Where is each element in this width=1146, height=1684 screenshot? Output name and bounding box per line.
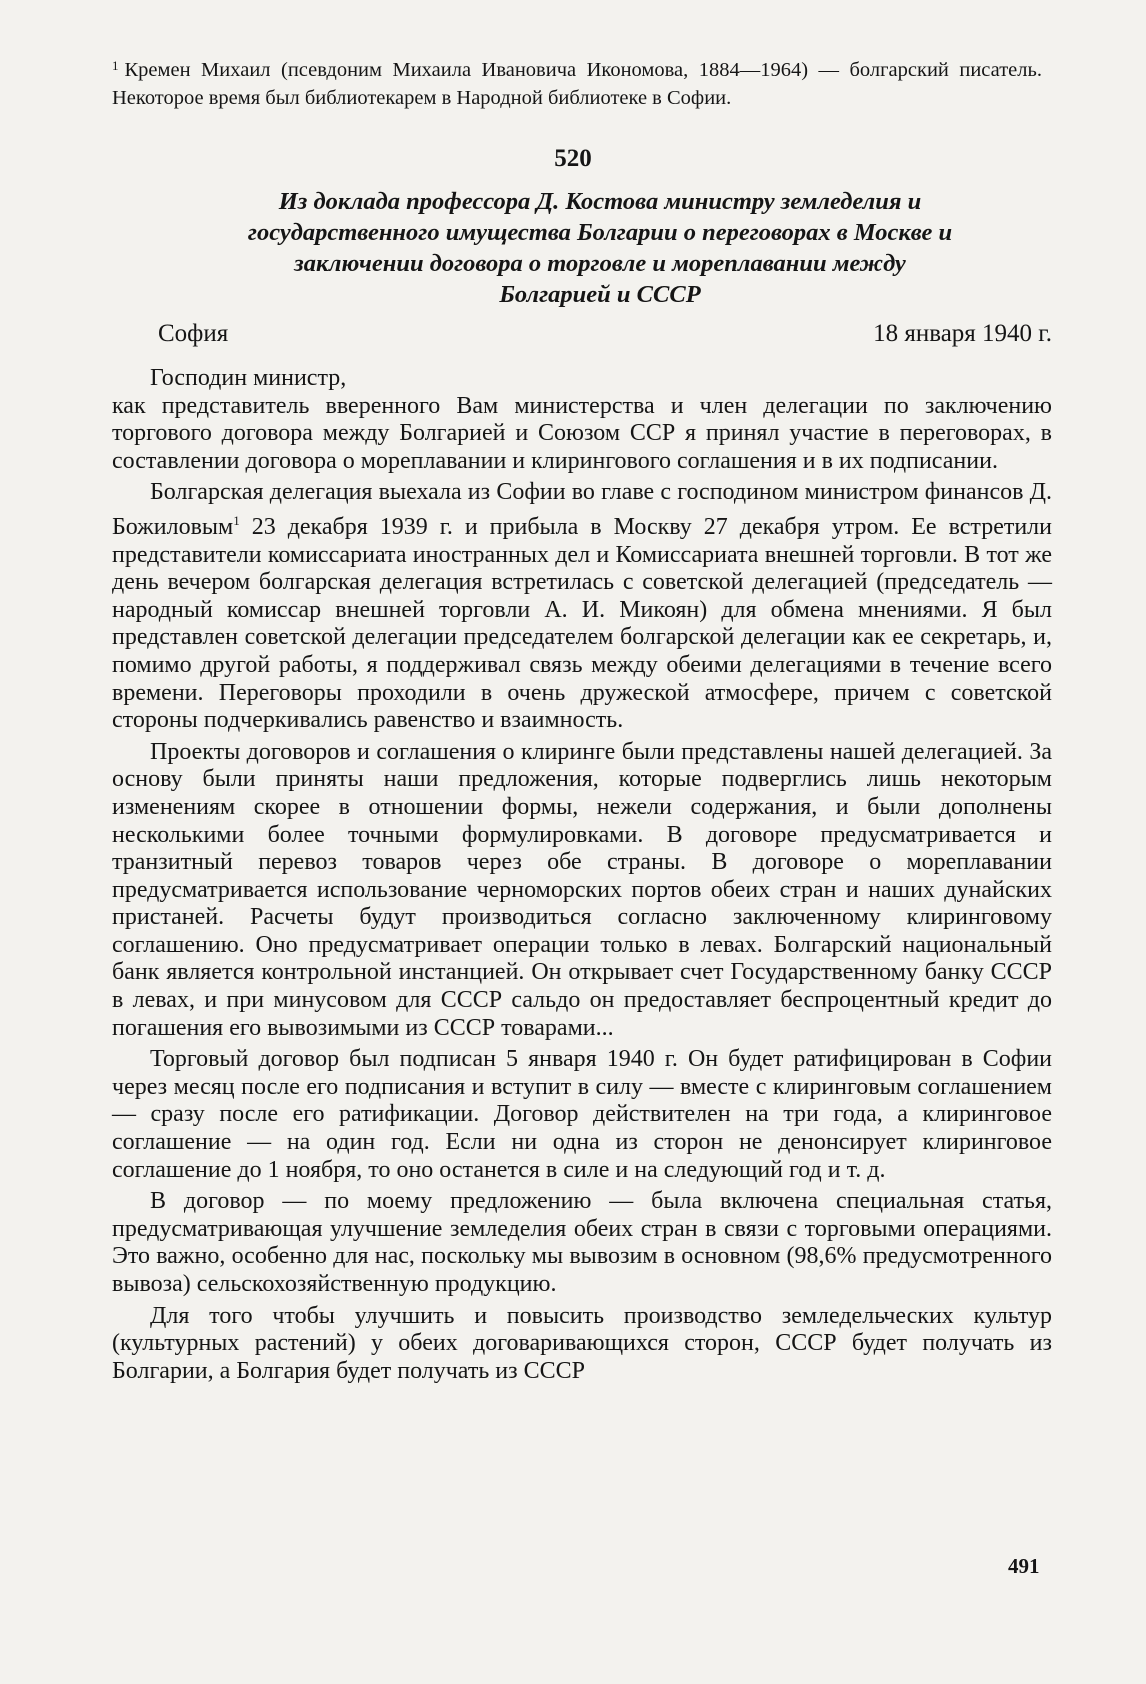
document-title [150, 186, 1050, 310]
page-number: 491 [1008, 1554, 1040, 1578]
paragraph-2-start: Болгарская делегация выехала из Софии во главе с господином министром финансов Д. Божиловым [112, 479, 1052, 540]
salutation: Господин министр, [150, 365, 347, 391]
paragraph-3: Проекты договоров и соглашения о клиринге были представлены нашей делегацией. За основу были приняты наши предложения, которые подверглись лишь некоторым изменениям скорее в отношении формы, нежели содержания, и были дополнены несколькими более точными формулировками. В договоре предусматривается и транзитный перевоз товаров через обе страны. В договоре о мореплавании предусматривается использование черноморских портов обеих стран и наших дунайских пристаней. Расчеты будут производиться согласно заключенному клиринговому соглашению. Оно предусматривает операции только в левах. Болгарский национальный банк является контрольной инстанцией. Он открывает счет Государственному банку СССР в левах, и при минусовом для СССР сальдо он предоставляет беспроцентный кредит до погашения его вывозимыми из СССР товарами... [112, 738, 1052, 1041]
document-number: 520 [554, 145, 592, 172]
footnote [112, 52, 1042, 112]
document-date: 18 января 1940 г. [873, 320, 1052, 347]
paragraph-6: Для того чтобы улучшить и повысить производство земледельческих культур (культурных растений) у обеих договаривающихся сторон, СССР будет получать из Болгарии, а Болгария будет получать из СССР [112, 1302, 1052, 1384]
paragraph-5: В договор — по моему предложению — была включена специальная статья, предусматривающая улучшение земледелия обеих стран в связи с торговыми операциями. Это важно, особенно для нас, поскольку мы вывозим в основном (98,6% предусмотренного вывоза) сельскохозяйственную продукцию. [112, 1188, 1052, 1297]
title-line: заключении договора о торговле и мореплавании между [294, 250, 906, 277]
document-place: София [158, 320, 229, 347]
footnote-marker: 1 [112, 58, 119, 73]
document-body [112, 365, 1052, 1389]
footnote-reference: 1 [233, 512, 240, 528]
paragraph-2 [112, 479, 1052, 734]
footnote-text: Кремен Михаил (псевдоним Михаила Ивановича Икономова, 1884—1964) — болгарский писатель. Некоторое время был библиотекарем в Народной библиотеке в Софии. [112, 59, 1042, 109]
paragraph-1: как представитель вверенного Вам министерства и член делегации по заключению торгового договора между Болгарией и Союзом ССР я принял участие в переговорах, в составлении договора о мореплавании и клирингового соглашения и в их подписании. [112, 392, 1052, 474]
title-line: Из доклада профессора Д. Костова министру земледелия и [278, 188, 922, 215]
title-line: государственного имущества Болгарии о переговорах в Москве и [247, 219, 953, 246]
paragraph-2-rest: 23 декабря 1939 г. и прибыла в Москву 27 декабря утром. Ее встретили представители комиссариата иностранных дел и Комиссариата внешней торговли. В тот же день вечером болгарская делегация встретилась с советской делегацией (председатель — народный комиссар внешней торговли А. И. Микоян) для обмена мнениями. Я был представлен советской делегации председателем болгарской делегации как ее секретарь, и, помимо другой работы, я поддерживал связь между обеими делегациями в течение всего времени. Переговоры проходили в очень дружеской атмосфере, причем с советской стороны подчеркивались равенство и взаимность. [112, 513, 1052, 734]
paragraph-4: Торговый договор был подписан 5 января 1940 г. Он будет ратифицирован в Софии через месяц после его подписания и вступит в силу — вместе с клиринговым соглашением — сразу после его ратификации. Договор действителен на три года, а клиринговое соглашение — на один год. Если ни одна из сторон не денонсирует клиринговое соглашение до 1 ноября, то оно останется в силе и на следующий год и т. д. [112, 1046, 1052, 1183]
title-line: Болгарией и СССР [499, 281, 701, 308]
